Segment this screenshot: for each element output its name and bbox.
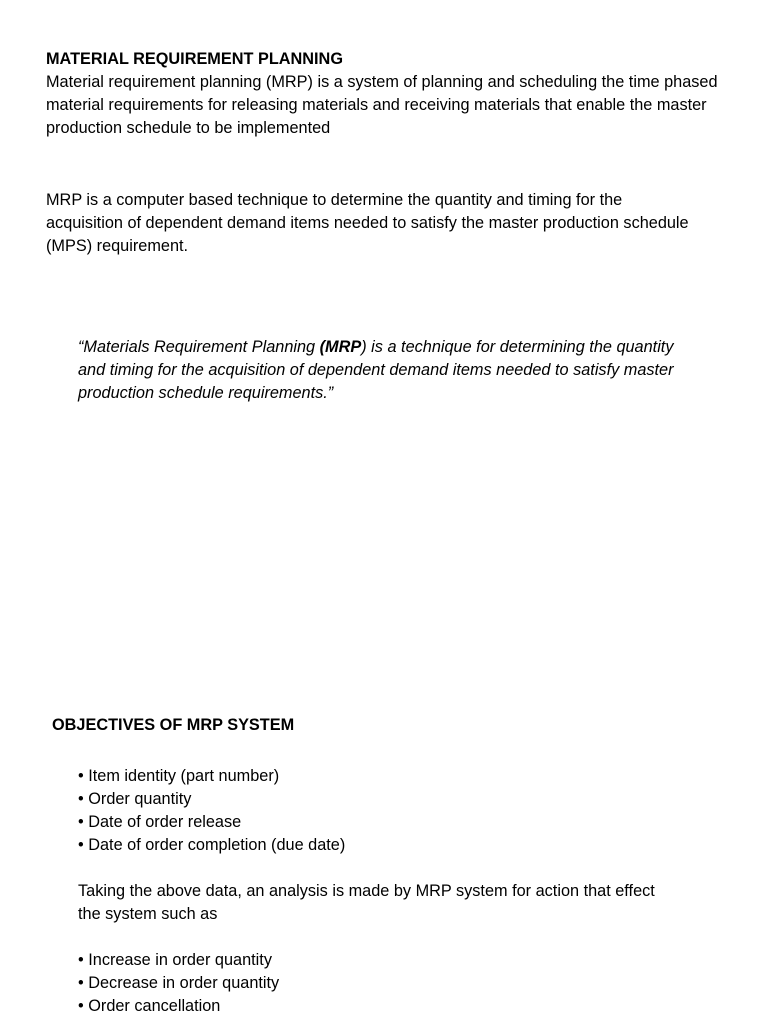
quote-close-text: ) is a technique for determining the quantity and timing for the acquisition of dependent demand items needed to satisfy master production schedule requirements.”: [78, 338, 674, 402]
quote-bold-text: (MRP: [319, 338, 362, 356]
objective-item: • Date of order release: [78, 811, 678, 834]
objectives-list: [78, 765, 678, 857]
action-item: • Increase in order quantity: [78, 949, 678, 972]
action-item: • Order cancellation: [78, 995, 678, 1018]
action-item: • Decrease in order quantity: [78, 972, 678, 995]
objective-item: • Item identity (part number): [78, 765, 678, 788]
mrp-quote: [78, 336, 698, 405]
page-title: MATERIAL REQUIREMENT PLANNING: [46, 50, 343, 68]
analysis-paragraph: Taking the above data, an analysis is made by MRP system for action that effect the system such as: [78, 882, 655, 923]
objectives-heading: OBJECTIVES OF MRP SYSTEM: [52, 716, 295, 734]
mrp-definition-paragraph: Material requirement planning (MRP) is a system of planning and scheduling the time phased material requirements for releasing materials and receiving materials that enable the master production schedule to be implemented: [46, 73, 718, 137]
quote-open-text: “Materials Requirement Planning: [78, 338, 320, 356]
mrp-technique-paragraph: MRP is a computer based technique to determine the quantity and timing for the acquisition of dependent demand items needed to satisfy the master production schedule (MPS) requirement.: [46, 191, 689, 255]
objective-item: • Order quantity: [78, 788, 678, 811]
objective-item: • Date of order completion (due date): [78, 834, 678, 857]
actions-list: [78, 949, 678, 1018]
